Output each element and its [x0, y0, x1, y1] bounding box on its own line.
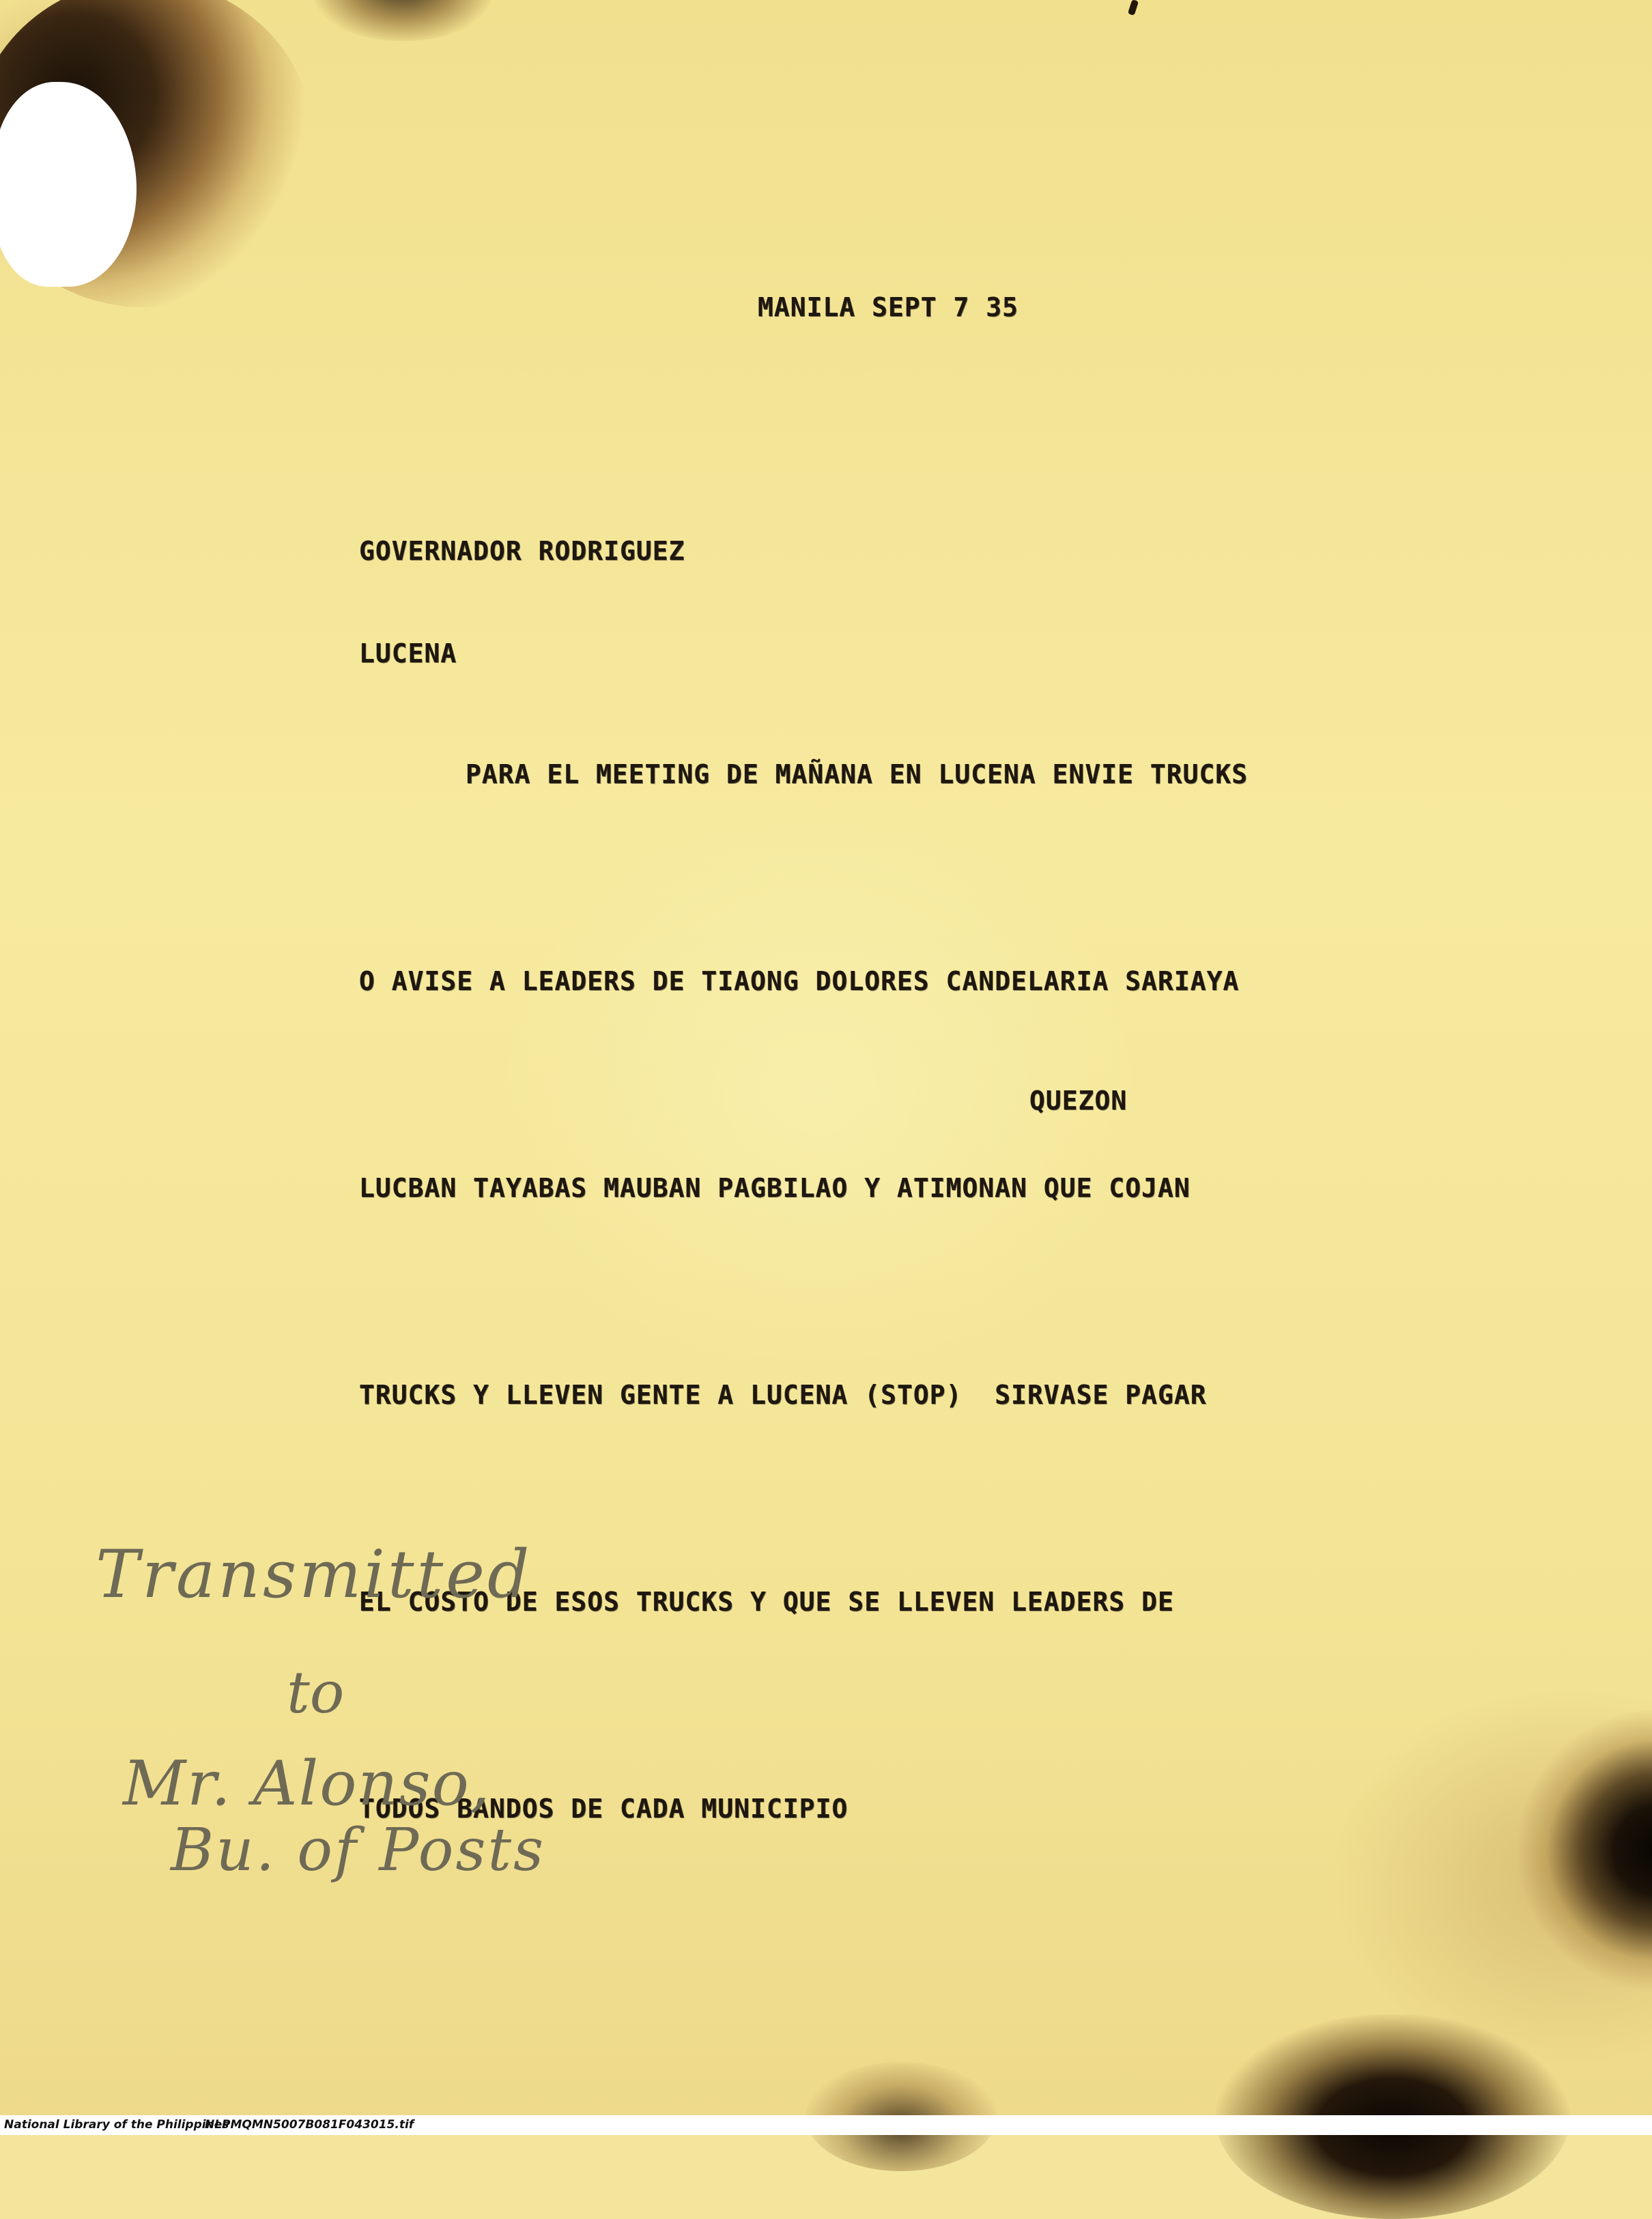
handwritten-note-line: to	[287, 1659, 345, 1726]
archive-file-id: NLPMQMN5007B081F043015.tif	[205, 2118, 414, 2132]
body-line: PARA EL MEETING DE MAÑANA EN LUCENA ENVIE TRUCKS	[466, 759, 1249, 789]
dateline: MANILA SEPT 7 35	[758, 292, 1019, 322]
burn-mark-right	[1515, 1707, 1652, 1994]
burn-mark-top-left	[0, 0, 314, 307]
telegram-body	[359, 602, 1248, 1981]
handwritten-note-line: Transmitted	[96, 1536, 532, 1613]
signature: QUEZON	[1029, 1086, 1128, 1116]
archive-name: National Library of the Philippines	[4, 2118, 229, 2132]
ink-mark-top	[1128, 0, 1139, 16]
burn-mark-top-edge	[314, 0, 492, 41]
addressee-name: GOVERNADOR RODRIGUEZ	[359, 536, 685, 566]
burn-hole-top-left	[0, 82, 137, 287]
body-line: LUCBAN TAYABAS MAUBAN PAGBILAO Y ATIMONAN QUE COJAN	[359, 1173, 1191, 1203]
handwritten-note-line: Bu. of Posts	[171, 1816, 546, 1884]
body-line: EL COSTO DE ESOS TRUCKS Y QUE SE LLEVEN LEADERS DE	[359, 1587, 1174, 1617]
handwritten-note-line: Mr. Alonso,	[123, 1748, 492, 1820]
body-line: O AVISE A LEADERS DE TIAONG DOLORES CANDELARIA SARIAYA	[359, 966, 1240, 996]
body-line: TODOS BANDOS DE CADA MUNICIPIO	[359, 1794, 849, 1824]
burn-hole-top-left-inner	[7, 171, 102, 280]
addressee-place: LUCENA	[359, 638, 457, 668]
body-line: TRUCKS Y LLEVEN GENTE A LUCENA (STOP) SIRVASE PAGAR	[359, 1380, 1207, 1410]
